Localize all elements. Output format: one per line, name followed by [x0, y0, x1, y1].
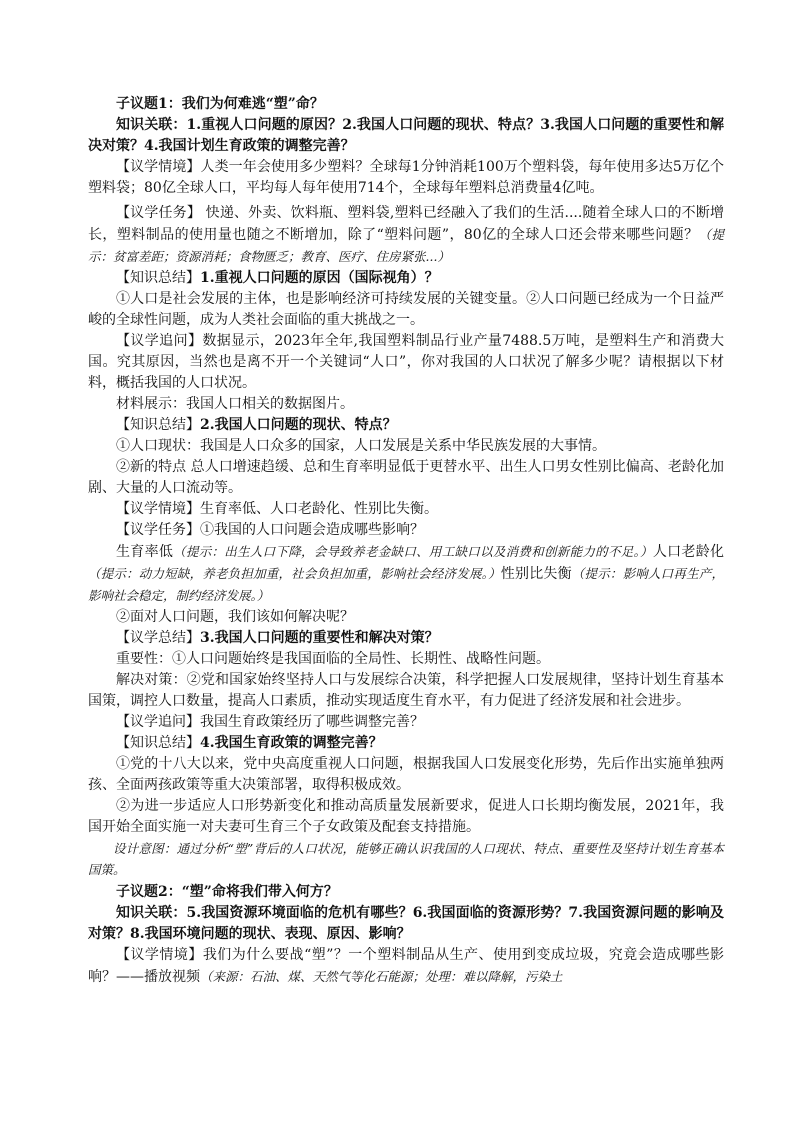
document-body [88, 94, 724, 988]
paragraph-task-2-q2: ②面对人口问题，我们该如何解决呢？ [116, 609, 354, 625]
paragraph-task-2: 【议学任务】①我国的人口问题会造成哪些影响？ [116, 522, 424, 538]
summary-text-4b: ②为进一步适应人口形势新变化和推动高质量发展新要求，促进人口长期均衡发展，2021年，我国开始全面实施一对夫妻可生育三个子女政策及配套支持措施。 [88, 798, 724, 835]
summary-text-2b: ②新的特点 总人口增速趋缓、总和生育率明显低于更替水平、出生人口男女性别比偏高、老龄化加剧、大量的人口流动等。 [88, 459, 724, 496]
summary-text-4a: ①党的十八大以来，党中央高度重视人口问题，根据我国人口发展变化形势，先后作出实施单独两孩、全面两孩政策等重大决策部署，取得积极成效。 [88, 756, 724, 793]
paragraph-situation-1: 【议学情境】人类一年会使用多少塑料？全球每1分钟消耗100万个塑料袋，每年使用多达5万亿个塑料袋；80亿全球人口，平均每人每年使用714个，全球每年塑料总消费量4亿吨。 [88, 159, 724, 196]
section-heading-1: 子议题1：我们为何难逃“塑”命？ [116, 96, 324, 112]
design-intent: 设计意图：通过分析“塑”背后的人口状况，能够正确认识我国的人口现状、特点、重要性及坚持计划生育基本国策。 [88, 841, 724, 877]
knowledge-links-2: 知识关联：5.我国资源环境面临的危机有哪些？6.我国面临的资源形势？7.我国资源问题的影响及对策？8.我国环境问题的现状、表现、原因、影响？ [88, 905, 724, 942]
paragraph-followup-1: 【议学追问】数据显示，2023年全年,我国塑料制品行业产量7488.5万吨，是塑料生产和消费大国。究其原因，当然也是离不开一个关键词“人口”，你对我国的人口状况了解多少呢？请根据以下材料，概括我国的人口状况。 [88, 333, 724, 391]
summary-heading-3: 【议学总结】3.我国人口问题的重要性和解决对策？ [116, 630, 439, 646]
paragraph-situation-2: 【议学情境】生育率低、人口老龄化、性别比失衡。 [116, 501, 438, 517]
paragraph-task-2-detail: 生育率低（提示：出生人口下降，会导致养老金缺口、用工缺口以及消费和创新能力的不足。）人口老龄化（提示：动力短缺，养老负担加重，社会负担加重，影响社会经济发展。）性别比失衡（提示：影响人口再生产，影响社会稳定，制约经济发展。） [88, 544, 724, 603]
summary-heading-1: 【知识总结】1.重视人口问题的原因（国际视角）？ [116, 270, 439, 286]
summary-text-3b: 解决对策：②党和国家始终坚持人口与发展综合决策，科学把握人口发展规律，坚持计划生育基本国策，调控人口数量，提高人口素质，推动实现适度生育水平，有力促进了经济发展和社会进步。 [88, 672, 724, 709]
paragraph-situation-3: 【议学情境】我们为什么要战“塑”？一个塑料制品从生产、使用到变成垃圾，究竟会造成哪些影响？——播放视频（来源：石油、煤、天然气等化石能源；处理：难以降解，污染土 [88, 947, 724, 985]
summary-text-3a: 重要性：①人口问题始终是我国面临的全局性、长期性、战略性问题。 [116, 651, 550, 667]
material-line: 材料展示：我国人口相关的数据图片。 [116, 396, 354, 412]
summary-text-1: ①人口是社会发展的主体，也是影响经济可持续发展的关键变量。②人口问题已经成为一个日益严峻的全球性问题，成为人类社会面临的重大挑战之一。 [88, 291, 724, 328]
summary-heading-2: 【知识总结】2.我国人口问题的现状、特点？ [116, 417, 397, 433]
knowledge-links-1: 知识关联：1.重视人口问题的原因？2.我国人口问题的现状、特点？3.我国人口问题的重要性和解决对策？4.我国计划生育政策的调整完善？ [88, 117, 724, 154]
summary-heading-4: 【知识总结】4.我国生育政策的调整完善？ [116, 735, 383, 751]
hint-text: （提示：贫富差距；资源消耗；食物匮乏；教育、医疗、住房紧张...） [88, 227, 724, 264]
paragraph-followup-2: 【议学追问】我国生育政策经历了哪些调整完善？ [116, 714, 424, 730]
paragraph-task-1: 【议学任务】 快递、外卖、饮料瓶、塑料袋,塑料已经融入了我们的生活....随着全球人口的不断增长，塑料制品的使用量也随之不断增加，除了“塑料问题”，80亿的全球人口还会带来哪些问题？（提示：贫富差距；资源消耗；食物匮乏；教育、医疗、住房紧张...） [88, 205, 725, 264]
summary-text-2a: ①人口现状：我国是人口众多的国家，人口发展是关系中华民族发展的大事情。 [116, 438, 606, 454]
section-heading-2: 子议题2：“塑”命将我们带入何方？ [116, 884, 338, 900]
